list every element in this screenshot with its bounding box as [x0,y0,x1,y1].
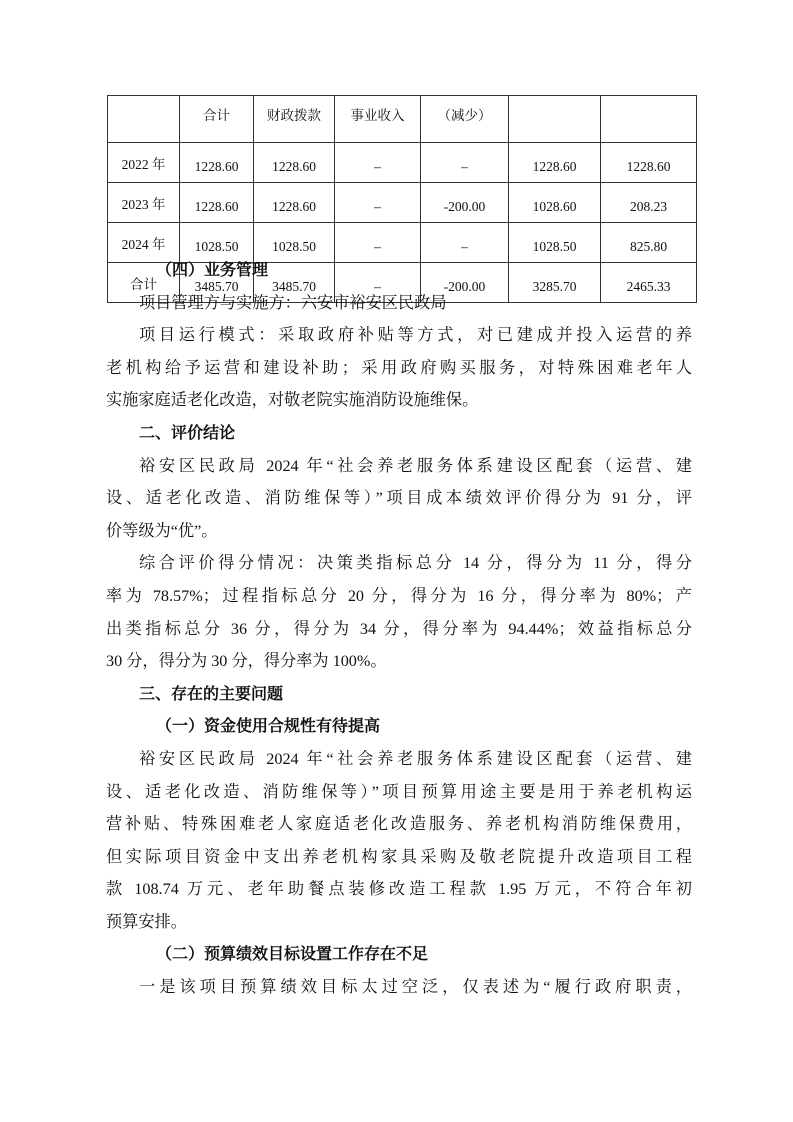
header-cell: 合计 [180,96,254,143]
paragraph-line: 老机构给予运营和建设补助；采用政府购买服务，对特殊困难老年人 [106,358,692,377]
table-cell: – [335,223,421,263]
table-cell: – [335,143,421,183]
table-cell: 825.80 [601,223,697,263]
table-cell: 1228.60 [601,143,697,183]
year-cell: 2024 年 [108,223,180,263]
header-cell: 财政拨款 [254,96,335,143]
subsection-heading-business-management: （四）业务管理 [156,260,269,279]
paragraph-line: 实施家庭适老化改造，对敬老院实施消防设施维保。 [106,391,479,410]
paragraph-line: 款 108.74 万元、老年助餐点装修改造工程款 1.95 万元，不符合年初 [106,880,692,899]
table-cell: 1228.60 [509,143,601,183]
table-cell: 3485.70 [180,263,254,303]
table-cell: 1028.50 [180,223,254,263]
table-cell: 3285.70 [509,263,601,303]
year-cell: 2022 年 [108,143,180,183]
header-cell [509,96,601,143]
paragraph-line: 出类指标总分 36 分，得分为 34 分，得分率为 94.44%；效益指标总分 [106,619,692,638]
paragraph-line: 项目管理方与实施方：六安市裕安区民政局 [139,293,447,312]
header-cell: （减少） [421,96,509,143]
header-cell [601,96,697,143]
table-cell: -200.00 [421,183,509,223]
document-body [106,254,692,1004]
paragraph-line: 设、适老化改造、消防维保等）”项目成本绩效评价得分为 91 分，评 [106,489,692,508]
table-cell: 1228.60 [180,143,254,183]
paragraph-line: 30 分，得分为 30 分，得分率为 100%。 [106,652,387,671]
table-cell: 1028.60 [509,183,601,223]
paragraph-line: 裕安区民政局 2024 年“社会养老服务体系建设区配套（运营、建 [139,749,692,768]
table-cell: 208.23 [601,183,697,223]
paragraph-line: 营补贴、特殊困难老人家庭适老化改造服务、养老机构消防维保费用， [106,815,692,834]
table-cell: 3485.70 [254,263,335,303]
table-row [108,183,697,223]
table-cell: – [421,223,509,263]
table-cell: – [421,143,509,183]
paragraph-line: 价等级为“优”。 [106,521,218,540]
subsection-heading-fund-compliance: （一）资金使用合规性有待提高 [156,716,381,736]
paragraph-line: 设、适老化改造、消防维保等）”项目预算用途主要是用于养老机构运 [106,782,692,801]
table-cell: 1028.50 [509,223,601,263]
table-cell: 1228.60 [254,143,335,183]
section-heading-main-problems: 三、存在的主要问题 [139,683,284,703]
total-label-cell: 合计 [108,263,180,303]
table-cell: 2465.33 [601,263,697,303]
table-cell: -200.00 [421,263,509,303]
subsection-heading-performance-targets: （二）预算绩效目标设置工作存在不足 [156,944,429,964]
header-cell: 事业收入 [335,96,421,143]
section-heading-conclusion: 二、评价结论 [139,422,236,442]
paragraph-line: 预算安排。 [106,912,187,931]
table-cell: 1228.60 [254,183,335,223]
table-cell: – [335,263,421,303]
table-cell: 1028.50 [254,223,335,263]
paragraph-line: 但实际项目资金中支出养老机构家具采购及敬老院提升改造项目工程 [106,847,692,866]
paragraph-line: 一是该项目预算绩效目标太过空泛，仅表述为“履行政府职责， [139,978,692,997]
header-cell [108,96,180,143]
paragraph-line: 综合评价得分情况：决策类指标总分 14 分，得分为 11 分，得分 [139,554,692,573]
table-cell: – [335,183,421,223]
paragraph-line: 项目运行模式：采取政府补贴等方式，对已建成并投入运营的养 [139,326,692,345]
table-row [108,143,697,183]
paragraph-line: 率为 78.57%；过程指标总分 20 分，得分为 16 分，得分率为 80%；产 [106,586,692,605]
table-header-row [108,96,697,143]
paragraph-line: 裕安区民政局 2024 年“社会养老服务体系建设区配套（运营、建 [139,456,692,475]
table-cell: 1228.60 [180,183,254,223]
year-cell: 2023 年 [108,183,180,223]
